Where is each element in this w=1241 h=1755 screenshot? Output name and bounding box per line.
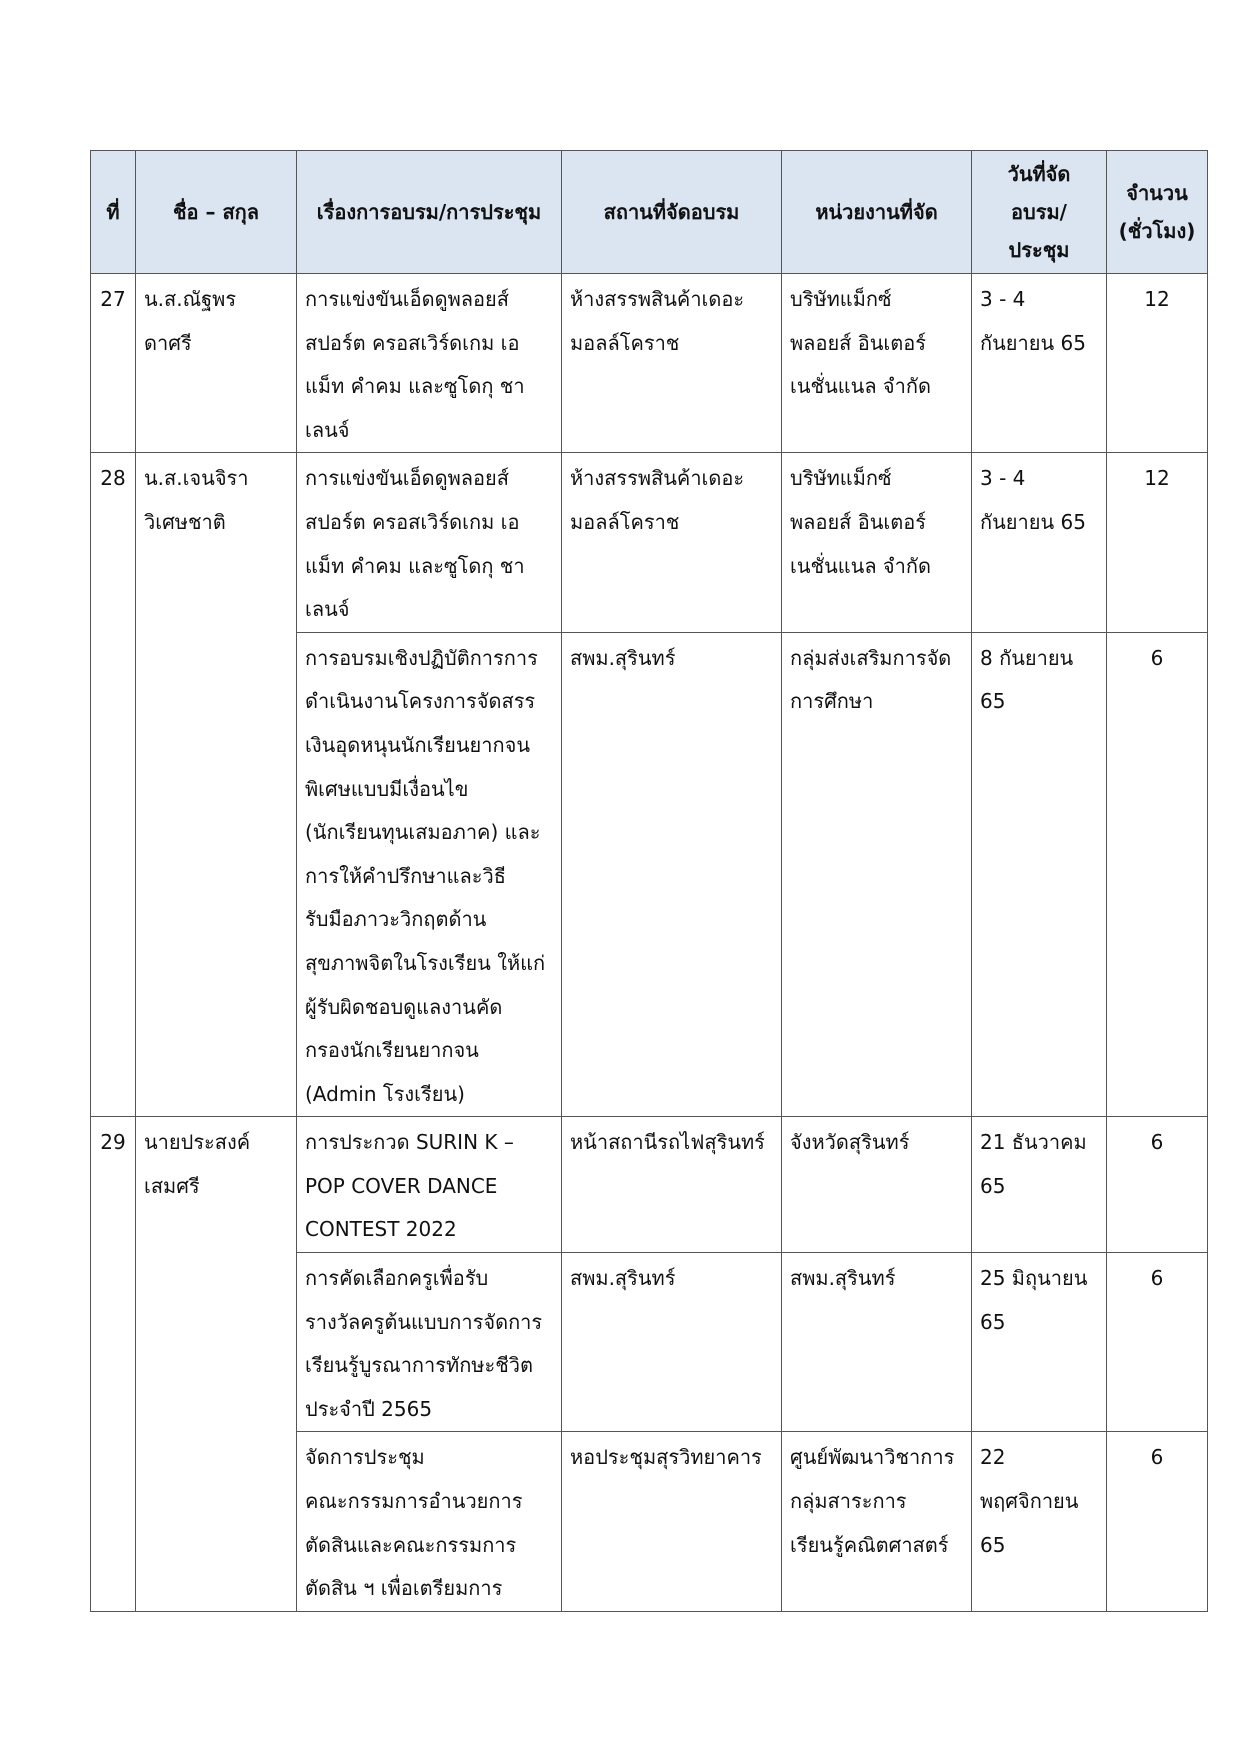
cell-line: CONTEST 2022 [305,1217,457,1242]
cell-line: เนชั่นแนล จำกัด [790,553,931,578]
cell-line: จัดการประชุม [305,1445,425,1470]
training-topic [297,274,562,453]
header-date-line: อบรม/ [1011,200,1067,224]
training-organizer [782,1253,972,1432]
cell-line: จังหวัดสุรินทร์ [790,1130,910,1155]
table-row [91,1117,1208,1253]
training-date [972,1253,1107,1432]
training-topic [297,1432,562,1611]
training-hours: 12 [1107,453,1208,632]
cell-line: วิเศษชาติ [144,509,226,534]
cell-line: (Admin โรงเรียน) [305,1081,465,1106]
cell-line: กรองนักเรียนยากจน [305,1038,479,1063]
training-date [972,632,1107,1117]
training-venue [562,274,782,453]
training-organizer [782,453,972,632]
person-name [136,1117,297,1253]
cell-line: 21 ธันวาคม [980,1130,1087,1155]
cell-line: 65 [980,1309,1006,1334]
cell-line: พลอยส์ อินเตอร์ [790,509,926,534]
training-hours: 6 [1107,632,1208,1117]
training-topic [297,453,562,632]
cell-line: น.ส.ณัฐพร [144,287,237,311]
cell-line: การแข่งขันเอ็ดดูพลอยส์ [305,287,509,311]
person-name [136,274,297,453]
cell-line: 65 [980,689,1006,714]
person-name-empty [136,1253,297,1432]
cell-line: POP COVER DANCE [305,1173,498,1198]
training-hours: 6 [1107,1432,1208,1611]
cell-line: การแข่งขันเอ็ดดูพลอยส์ [305,466,509,491]
cell-line: แม็ท คำคม และซูโดกุ ชา [305,553,525,578]
cell-line: มอลล์โคราช [570,330,680,355]
cell-line: (นักเรียนทุนเสมอภาค) และ [305,820,541,845]
header-date-line: วันที่จัด [1007,162,1071,186]
training-venue [562,453,782,632]
cell-line: น.ส.เจนจิรา [144,466,249,491]
header-date-line: ประชุม [1008,238,1070,262]
cell-line: 65 [980,1532,1006,1557]
cell-line: แม็ท คำคม และซูโดกุ ชา [305,374,525,399]
header-organizer: หน่วยงานที่จัด [782,151,972,274]
cell-line: เสมศรี [144,1173,200,1198]
cell-line: 3 - 4 [980,287,1026,311]
header-topic: เรื่องการอบรม/การประชุม [297,151,562,274]
training-organizer [782,1432,972,1611]
cell-line: กันยายน 65 [980,330,1086,355]
cell-line: คณะกรรมการอำนวยการ [305,1489,523,1514]
cell-line: กลุ่มสาระการ [790,1489,907,1514]
table-row [91,1432,1208,1611]
person-name [136,453,297,632]
cell-line: การประกวด SURIN K – [305,1130,514,1155]
cell-line: การให้คำปรึกษาและวิธี [305,863,506,888]
cell-line: บริษัทแม็กซ์ [790,287,892,311]
cell-line: เลนจ์ [305,417,350,442]
cell-line: 25 มิถุนายน [980,1266,1088,1291]
header-hours [1107,151,1208,274]
row-number: 29 [91,1117,136,1253]
header-date [972,151,1107,274]
cell-line: เรียนรู้บูรณาการทักษะชีวิต [305,1353,534,1378]
training-topic [297,1253,562,1432]
cell-line: เลนจ์ [305,597,350,622]
cell-line: 22 [980,1445,1006,1470]
table-row [91,632,1208,1117]
cell-line: บริษัทแม็กซ์ [790,466,892,491]
training-topic [297,632,562,1117]
training-hours: 6 [1107,1117,1208,1253]
cell-line: ห้างสรรพสินค้าเดอะ [570,287,745,311]
cell-line: การคัดเลือกครูเพื่อรับ [305,1266,489,1291]
person-name-empty [136,1432,297,1611]
cell-line: สปอร์ต ครอสเวิร์ดเกม เอ [305,330,520,355]
cell-line: ดำเนินงานโครงการจัดสรร [305,689,536,714]
cell-line: ผู้รับผิดชอบดูแลงานคัด [305,994,503,1019]
cell-line: เนชั่นแนล จำกัด [790,374,931,399]
training-venue [562,1432,782,1611]
row-number: 28 [91,453,136,632]
header-name: ชื่อ – สกุล [136,151,297,274]
cell-line: มอลล์โคราช [570,509,680,534]
cell-line: หน้าสถานีรถไฟสุรินทร์ [570,1130,765,1155]
training-hours: 6 [1107,1253,1208,1432]
cell-line: ดาศรี [144,330,192,355]
row-number [91,1253,136,1432]
training-venue [562,632,782,1117]
cell-line: เงินอุดหนุนนักเรียนยากจน [305,732,530,757]
cell-line: พลอยส์ อินเตอร์ [790,330,926,355]
cell-line: นายประสงค์ [144,1130,251,1155]
training-organizer [782,632,972,1117]
cell-line: รางวัลครูต้นแบบการจัดการ [305,1309,543,1334]
cell-line: ห้างสรรพสินค้าเดอะ [570,466,745,491]
cell-line: การศึกษา [790,689,874,714]
training-date [972,453,1107,632]
cell-line: พิเศษแบบมีเงื่อนไข [305,776,469,801]
row-number [91,1432,136,1611]
cell-line: สุขภาพจิตในโรงเรียน ให้แก่ [305,950,546,975]
table-row [91,453,1208,632]
training-date [972,1117,1107,1253]
cell-line: 8 กันยายน [980,645,1074,670]
cell-line: พฤศจิกายน [980,1489,1079,1514]
cell-line: ตัดสิน ฯ เพื่อเตรียมการ [305,1576,503,1601]
header-hours-line: จำนวน [1126,181,1188,205]
row-number: 27 [91,274,136,453]
header-row [91,151,1208,274]
training-organizer [782,1117,972,1253]
training-date [972,274,1107,453]
training-topic [297,1117,562,1253]
cell-line: กลุ่มส่งเสริมการจัด [790,645,952,670]
header-no: ที่ [91,151,136,274]
training-venue [562,1117,782,1253]
training-organizer [782,274,972,453]
cell-line: สพม.สุรินทร์ [790,1266,896,1291]
cell-line: เรียนรู้คณิตศาสตร์ [790,1532,949,1557]
cell-line: กันยายน 65 [980,509,1086,534]
cell-line: สปอร์ต ครอสเวิร์ดเกม เอ [305,509,520,534]
training-venue [562,1253,782,1432]
person-name-empty [136,632,297,1117]
cell-line: ศูนย์พัฒนาวิชาการ [790,1445,955,1470]
cell-line: ตัดสินและคณะกรรมการ [305,1532,517,1557]
training-hours: 12 [1107,274,1208,453]
training-date [972,1432,1107,1611]
row-number [91,632,136,1117]
header-hours-line: (ชั่วโมง) [1118,219,1196,243]
cell-line: สพม.สุรินทร์ [570,645,676,670]
table-row [91,274,1208,453]
cell-line: สพม.สุรินทร์ [570,1266,676,1291]
cell-line: การอบรมเชิงปฏิบัติการการ [305,645,538,670]
cell-line: หอประชุมสุรวิทยาคาร [570,1445,762,1470]
cell-line: 65 [980,1173,1006,1198]
header-venue: สถานที่จัดอบรม [562,151,782,274]
cell-line: ประจำปี 2565 [305,1396,433,1421]
cell-line: 3 - 4 [980,466,1026,491]
cell-line: รับมือภาวะวิกฤตด้าน [305,907,487,932]
table-row [91,1253,1208,1432]
training-record-table [90,150,1208,1612]
